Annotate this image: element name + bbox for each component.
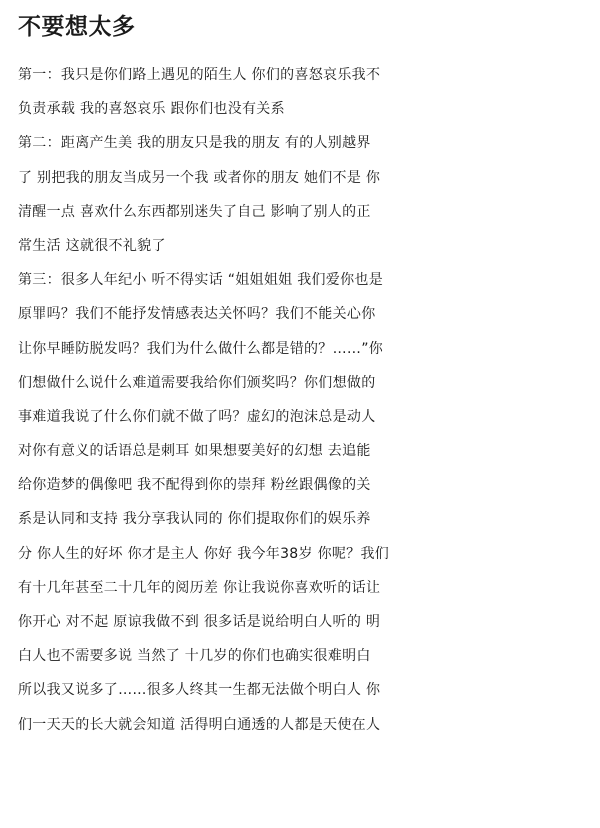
text-line: 事难道我说了什么你们就不做了吗？虚幻的泡沫总是动人 bbox=[18, 408, 376, 425]
text-line: 给你造梦的偶像吧 我不配得到你的崇拜 粉丝跟偶像的关 bbox=[18, 477, 371, 494]
text-line: 原罪吗？我们不能抒发情感表达关怀吗？我们不能关心你 bbox=[18, 306, 376, 323]
text-line: 们想做什么说什么难道需要我给你们颁奖吗？你们想做的 bbox=[18, 374, 376, 391]
text-line: 分 你人生的好坏 你才是主人 你好 我今年38岁 你呢？我们 bbox=[18, 545, 390, 562]
text-line: 负责承载 我的喜怒哀乐 跟你们也没有关系 bbox=[18, 101, 285, 118]
text-line: 了 别把我的朋友当成另一个我 或者你的朋友 她们不是 你 bbox=[18, 169, 381, 186]
text-line: 第二：距离产生美 我的朋友只是我的朋友 有的人别越界 bbox=[18, 135, 371, 152]
text-line: 有十几年甚至二十几年的阅历差 你让我说你喜欢听的话让 bbox=[18, 579, 381, 596]
text-line: 白人也不需要多说 当然了 十几岁的你们也确实很难明白 bbox=[18, 648, 371, 665]
body-text bbox=[18, 58, 598, 738]
text-line: 系是认同和支持 我分享我认同的 你们提取你们的娱乐养 bbox=[18, 511, 371, 528]
page-title: 不要想太多 bbox=[18, 14, 136, 40]
text-line: 常生活 这就很不礼貌了 bbox=[18, 237, 166, 254]
text-line: 第三：很多人年纪小 听不得实话 “姐姐姐姐 我们爱你也是 bbox=[18, 272, 384, 289]
text-line: 你开心 对不起 原谅我做不到 很多话是说给明白人听的 明 bbox=[18, 614, 381, 630]
text-line: 清醒一点 喜欢什么东西都别迷失了自己 影响了别人的正 bbox=[18, 203, 371, 220]
text-line: 们一天天的长大就会知道 活得明白通透的人都是天使在人 bbox=[18, 716, 381, 733]
text-line: 所以我又说多了……很多人终其一生都无法做个明白人 你 bbox=[18, 682, 381, 699]
text-line: 第一：我只是你们路上遇见的陌生人 你们的喜怒哀乐我不 bbox=[18, 67, 381, 83]
text-line: 让你早睡防脱发吗？我们为什么做什么都是错的？……”你 bbox=[18, 340, 384, 357]
text-line: 对你有意义的话语总是刺耳 如果想要美好的幻想 去追能 bbox=[18, 443, 371, 460]
